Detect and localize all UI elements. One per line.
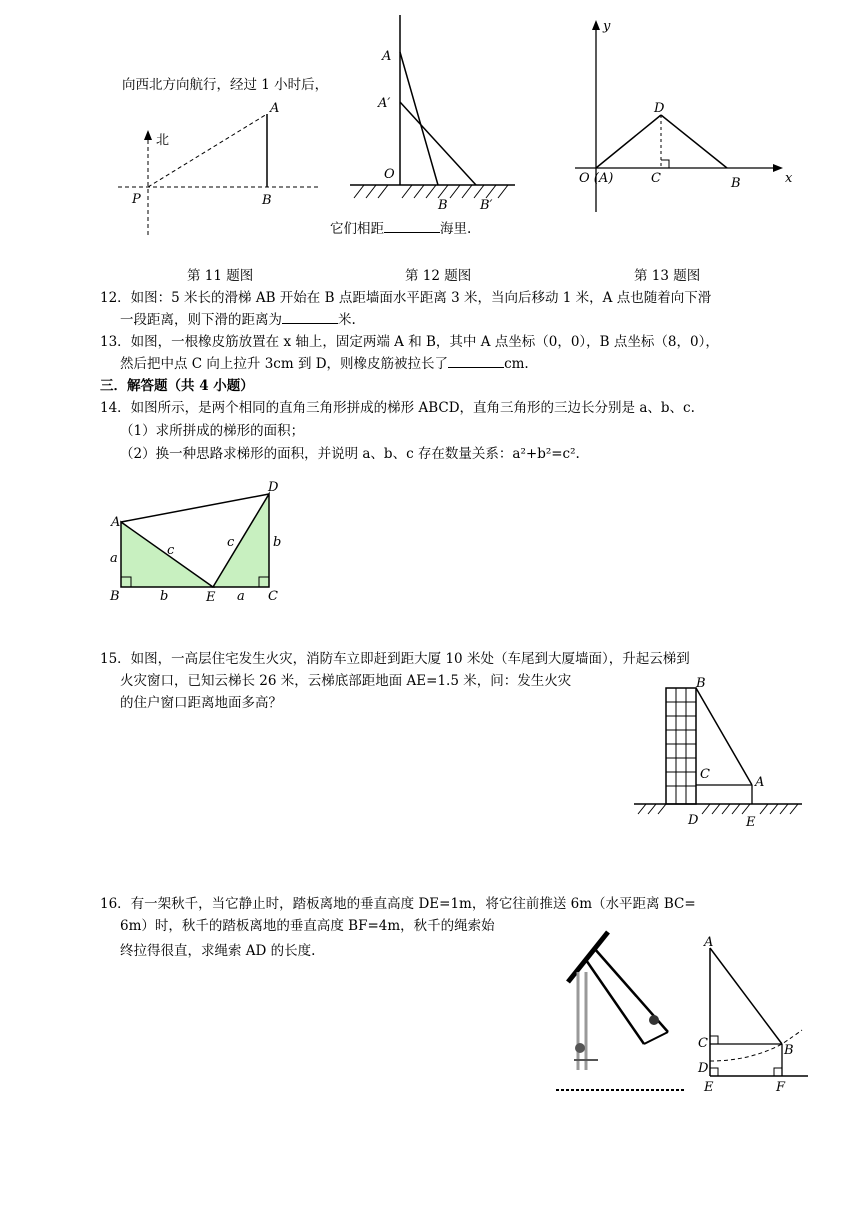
- section-heading: 三．解答题（共 4 小题）: [100, 378, 254, 394]
- point-B-prime: B′: [480, 198, 493, 213]
- point-B: B: [262, 193, 272, 208]
- point-A: A: [755, 775, 765, 790]
- point-D: D: [688, 813, 699, 828]
- point-A: A: [111, 515, 121, 530]
- point-F: F: [776, 1080, 786, 1095]
- q14-line1: 14．如图所示，是两个相同的直角三角形拼成的梯形 ABCD，直角三角形的三边长分别是 a、b、c.: [100, 400, 695, 416]
- point-D: D: [654, 101, 665, 116]
- q14-line2: （1）求所拼成的梯形的面积；: [120, 423, 305, 439]
- q12-line2: 一段距离，则下滑的距离为 米.: [120, 309, 356, 331]
- point-E: E: [206, 590, 216, 605]
- y-axis-label: y: [603, 19, 611, 34]
- answer-blank[interactable]: [282, 309, 338, 324]
- point-A: A: [270, 101, 280, 116]
- figure-13: [575, 12, 805, 217]
- q15-line3: 的住户窗口距离地面多高？: [120, 695, 282, 711]
- answer-blank[interactable]: [384, 218, 440, 233]
- side-a-left: a: [110, 551, 118, 566]
- figure-16: [690, 930, 820, 1100]
- q16-line1: 16．有一架秋千，当它静止时，踏板离地的垂直高度 DE=1m，将它往前推送 6m（水平距离 BC=: [100, 896, 696, 912]
- point-E: E: [704, 1080, 714, 1095]
- point-C: C: [268, 589, 278, 604]
- point-D: D: [698, 1061, 709, 1076]
- point-O: O: [384, 167, 395, 182]
- swing-illustration: [550, 920, 690, 1100]
- point-A: A: [382, 49, 392, 64]
- q15-line2: 火灾窗口，已知云梯长 26 米，云梯底部距地面 AE=1.5 米，问：发生火灾: [120, 673, 572, 689]
- point-B: B: [438, 198, 448, 213]
- x-axis-label: x: [785, 171, 793, 186]
- figure-11: [110, 100, 330, 240]
- caption-12: 第 12 题图: [405, 268, 472, 284]
- point-B: B: [784, 1043, 794, 1058]
- point-E: E: [746, 815, 756, 830]
- point-B: B: [110, 589, 120, 604]
- point-C: C: [651, 171, 661, 186]
- q16-line2: 6m）时，秋千的踏板离地的垂直高度 BF=4m，秋千的绳索始: [120, 918, 495, 934]
- point-P: P: [132, 192, 141, 207]
- point-O-A: O (A): [579, 171, 614, 186]
- side-c-right: c: [227, 535, 235, 550]
- point-A: A: [704, 935, 714, 950]
- figure-14: [105, 476, 295, 606]
- point-C: C: [700, 767, 710, 782]
- q14-line3: （2）换一种思路求梯形的面积，并说明 a、b、c 存在数量关系：a²+b²=c².: [120, 446, 580, 462]
- point-A-prime: A′: [378, 96, 391, 111]
- q13-line2: 然后把中点 C 向上拉升 3cm 到 D，则橡皮筋被拉长了 cm.: [120, 353, 529, 375]
- figure-12: [340, 10, 520, 215]
- q13-line1: 13．如图，一根橡皮筋放置在 x 轴上，固定两端 A 和 B，其中 A 点坐标（0，0），B 点坐标（8，0），: [100, 334, 719, 350]
- point-C: C: [698, 1036, 708, 1051]
- point-B: B: [696, 676, 706, 691]
- q12-line1: 12．如图：5 米长的滑梯 AB 开始在 B 点距墙面水平距离 3 米，当向后移动 1 米，A 点也随着向下滑: [100, 290, 712, 306]
- caption-13: 第 13 题图: [634, 268, 701, 284]
- side-b-right: b: [273, 535, 282, 550]
- q15-line1: 15．如图，一高层住宅发生火灾，消防车立即赶到距大厦 10 米处（车尾到大厦墙面），升起云梯到: [100, 651, 690, 667]
- q16-line3: 终拉得很直，求绳索 AD 的长度.: [120, 943, 316, 959]
- figure-15: [630, 672, 810, 832]
- side-b-bottom: b: [160, 589, 169, 604]
- caption-11: 第 11 题图: [187, 268, 254, 284]
- answer-blank[interactable]: [448, 353, 504, 368]
- north-label: 北: [156, 133, 170, 148]
- side-a-bottom: a: [237, 589, 245, 604]
- side-c-left: c: [167, 543, 175, 558]
- point-D: D: [268, 480, 279, 495]
- point-B: B: [731, 176, 741, 191]
- q11-text-bottom: 它们相距 海里.: [330, 218, 471, 240]
- q11-text-top: 向西北方向航行，经过 1 小时后，: [122, 77, 329, 93]
